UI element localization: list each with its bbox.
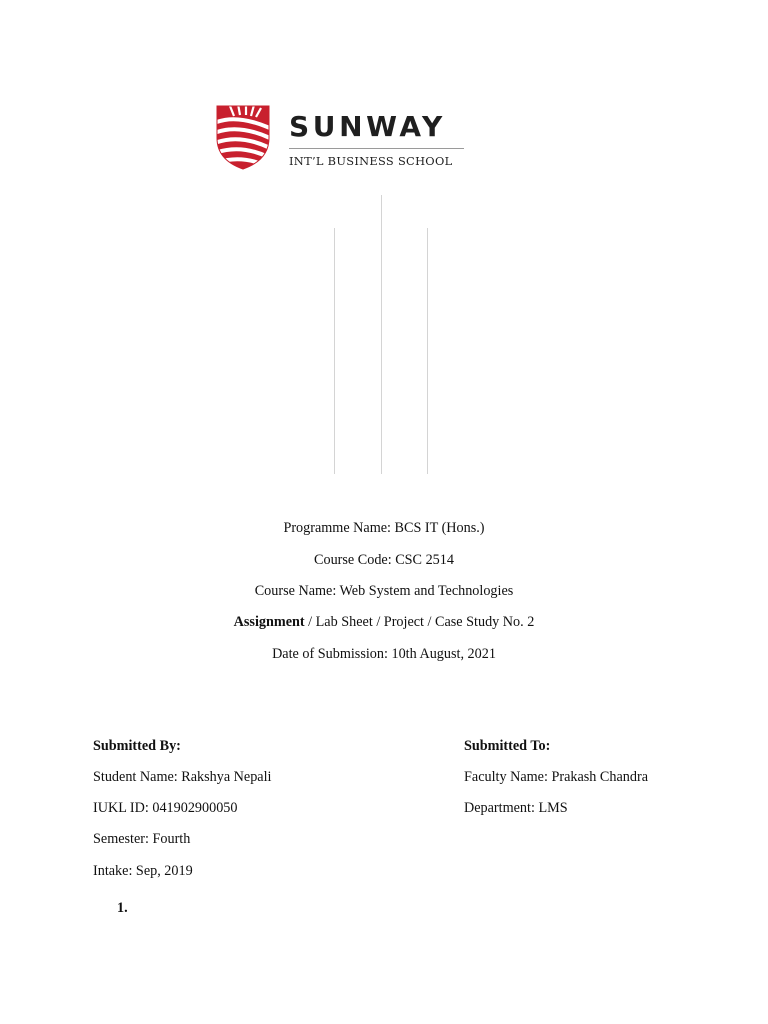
department: Department: LMS [464, 800, 568, 816]
submitted-to-heading: Submitted To: [464, 738, 551, 754]
course-name: Course Name: Web System and Technologies [254, 583, 514, 599]
intake: Intake: Sep, 2019 [93, 863, 193, 879]
assignment-type-rest: / Lab Sheet / Project / Case Study No. 2 [304, 614, 535, 630]
vertical-rule-left [334, 228, 335, 474]
submission-date: Date of Submission: 10th August, 2021 [272, 646, 496, 662]
vertical-rule-right [427, 228, 428, 474]
assignment-type [0, 613, 768, 631]
logo-divider [289, 148, 464, 149]
student-name: Student Name: Rakshya Nepali [93, 769, 272, 785]
programme-name: Programme Name: BCS IT (Hons.) [283, 520, 485, 536]
list-marker: 1. [117, 900, 128, 916]
assignment-type-bold: Assignment [233, 614, 305, 630]
sunway-shield-icon [216, 104, 270, 170]
sunway-logo [216, 104, 466, 172]
logo-subtitle: INT’L BUSINESS SCHOOL [289, 154, 453, 168]
course-code: Course Code: CSC 2514 [314, 552, 454, 568]
faculty-name: Faculty Name: Prakash Chandra [464, 769, 648, 785]
submitted-by-heading: Submitted By: [93, 738, 181, 754]
iukl-id: IUKL ID: 041902900050 [93, 800, 238, 816]
logo-brand-text: SUNWAY [289, 110, 446, 143]
semester: Semester: Fourth [93, 831, 191, 847]
vertical-rule-center [381, 195, 382, 474]
